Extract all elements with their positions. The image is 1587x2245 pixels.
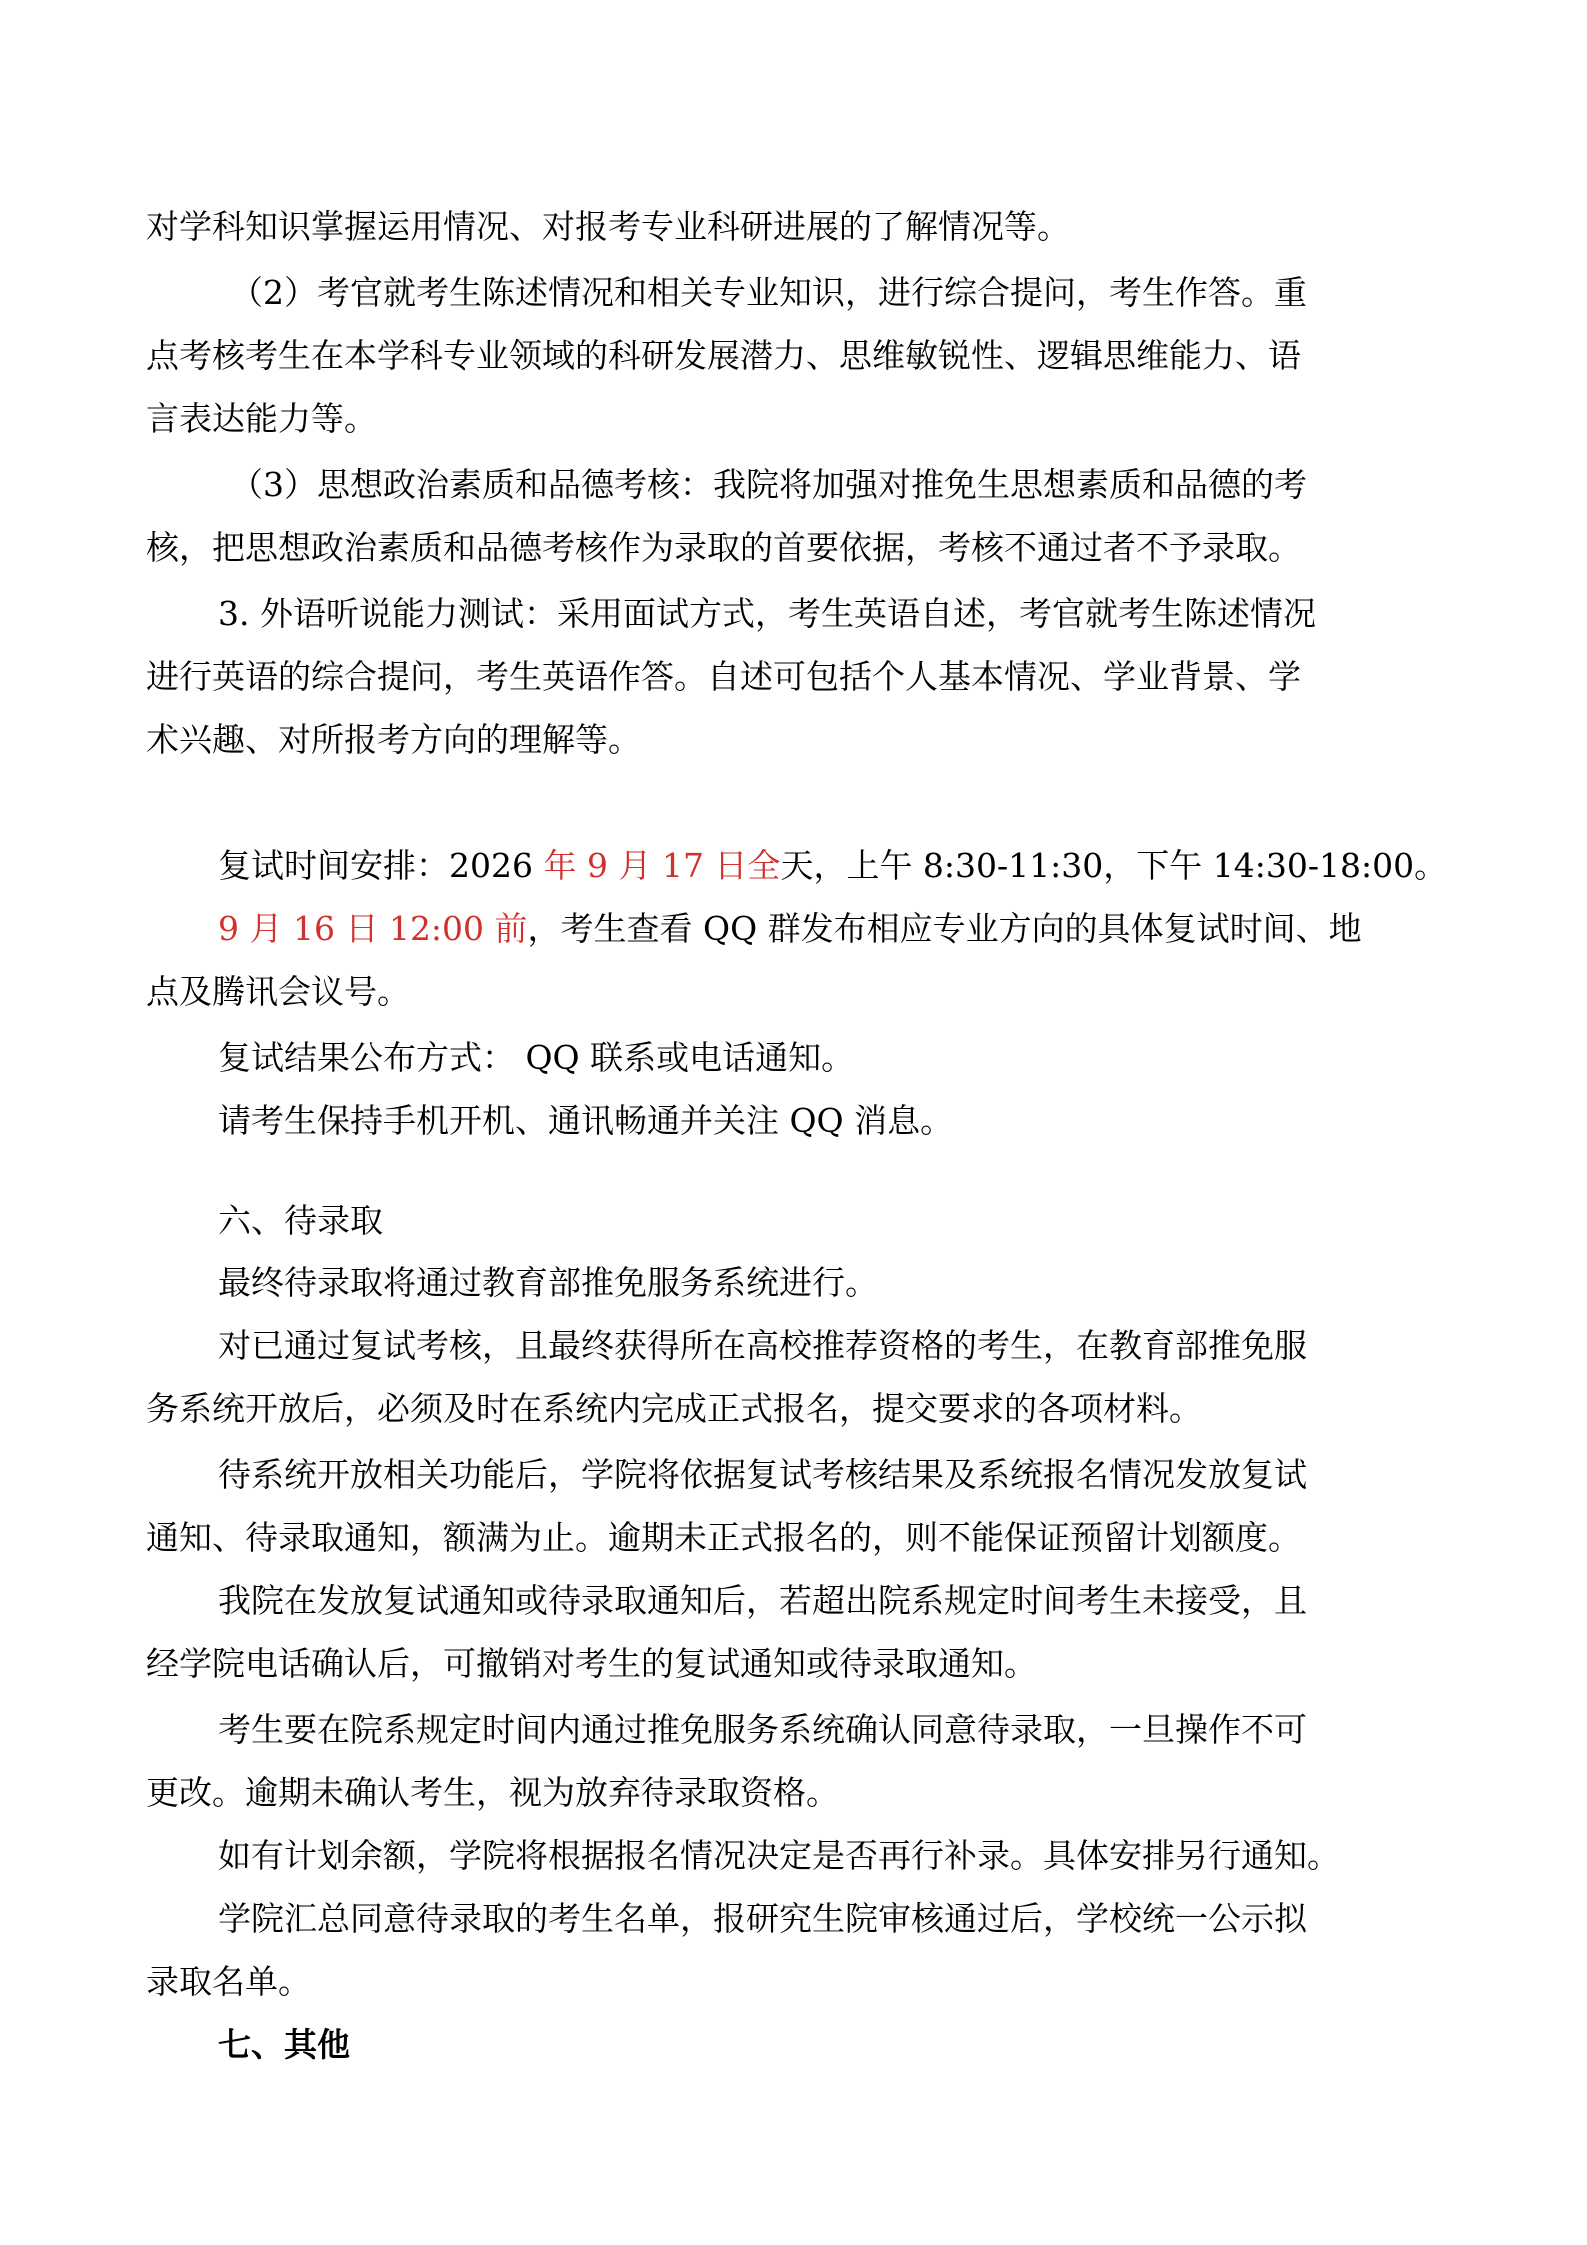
paragraph-line: 进行英语的综合提问，考生英语作答。自述可包括个人基本情况、学业背景、学 (146, 657, 1301, 696)
paragraph-line: 通知、待录取通知，额满为止。逾期未正式报名的，则不能保证预留计划额度。 (146, 1518, 1301, 1557)
paragraph-line: 最终待录取将通过教育部推免服务系统进行。 (218, 1263, 878, 1302)
section-heading: 七、其他 (218, 2025, 350, 2064)
section-heading: 六、待录取 (218, 1201, 383, 1240)
schedule-line (218, 843, 1446, 889)
paragraph-line: 3. 外语听说能力测试：采用面试方式，考生英语自述，考官就考生陈述情况 (218, 594, 1316, 633)
paragraph-line: （2）考官就考生陈述情况和相关专业知识，进行综合提问，考生作答。重 (230, 273, 1307, 312)
schedule-date-highlight: 年 9 月 17 日全 (543, 846, 781, 885)
paragraph-line: 务系统开放后，必须及时在系统内完成正式报名，提交要求的各项材料。 (146, 1389, 1202, 1428)
schedule-prefix: 复试时间安排：2026 (218, 846, 544, 885)
paragraph-line: 录取名单。 (146, 1962, 311, 2001)
deadline-line (218, 906, 1446, 952)
paragraph-line: 如有计划余额，学院将根据报名情况决定是否再行补录。具体安排另行通知。 (218, 1836, 1340, 1875)
deadline-text: ，考生查看 QQ 群发布相应专业方向的具体复试时间、地 (527, 909, 1362, 948)
paragraph-line: 更改。逾期未确认考生，视为放弃待录取资格。 (146, 1773, 839, 1812)
paragraph-line: 点及腾讯会议号。 (146, 972, 410, 1011)
paragraph-line: 请考生保持手机开机、通讯畅通并关注 QQ 消息。 (218, 1101, 954, 1140)
paragraph-line: 我院在发放复试通知或待录取通知后，若超出院系规定时间考生未接受，且 (218, 1581, 1307, 1620)
paragraph-line: 复试结果公布方式： QQ 联系或电话通知。 (218, 1038, 855, 1077)
paragraph-line: 经学院电话确认后，可撤销对考生的复试通知或待录取通知。 (146, 1644, 1037, 1683)
paragraph-line: 点考核考生在本学科专业领域的科研发展潜力、思维敏锐性、逻辑思维能力、语 (146, 336, 1301, 375)
paragraph-line: （3）思想政治素质和品德考核：我院将加强对推免生思想素质和品德的考 (230, 465, 1307, 504)
deadline-highlight: 9 月 16 日 12:00 前 (218, 909, 528, 948)
paragraph-line: 对已通过复试考核，且最终获得所在高校推荐资格的考生，在教育部推免服 (218, 1326, 1307, 1365)
paragraph-line: 核，把思想政治素质和品德考核作为录取的首要依据，考核不通过者不予录取。 (146, 528, 1301, 567)
paragraph-line: 术兴趣、对所报考方向的理解等。 (146, 720, 641, 759)
paragraph-line: 学院汇总同意待录取的考生名单，报研究生院审核通过后，学校统一公示拟 (218, 1899, 1307, 1938)
paragraph-line: 考生要在院系规定时间内通过推免服务系统确认同意待录取，一旦操作不可 (218, 1710, 1307, 1749)
paragraph-line: 对学科知识掌握运用情况、对报考专业科研进展的了解情况等。 (146, 207, 1070, 246)
paragraph-line: 待系统开放相关功能后，学院将依据复试考核结果及系统报名情况发放复试 (218, 1455, 1307, 1494)
schedule-suffix: 天，上午 8:30-11:30，下午 14:30-18:00。 (780, 846, 1448, 885)
paragraph-line: 言表达能力等。 (146, 399, 377, 438)
